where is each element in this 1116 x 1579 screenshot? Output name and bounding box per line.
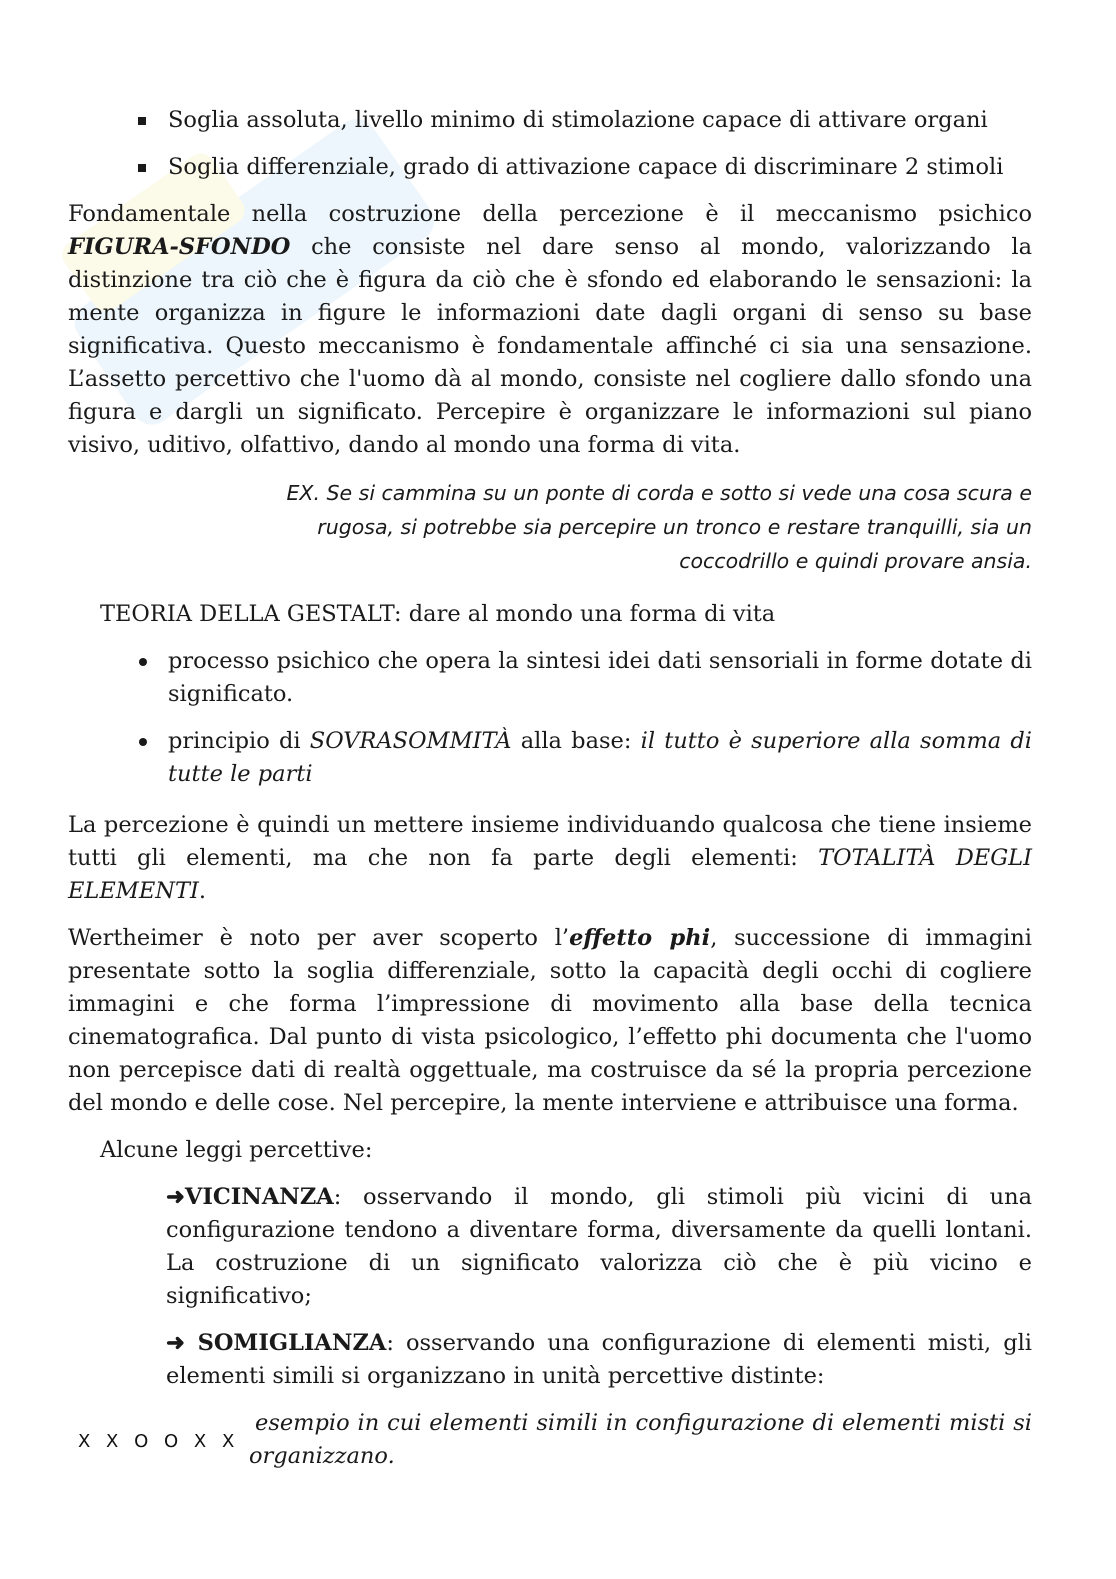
gestalt-heading: TEORIA DELLA GESTALT: dare al mondo una forma di vita (100, 601, 776, 627)
list-item: principio di SOVRASOMMITÀ alla base: il tutto è superiore alla somma di tutte le parti (68, 725, 1032, 791)
xo-pattern: X X O O X X (78, 1431, 240, 1452)
paragraph-totalita: La percezione è quindi un mettere insieme individuando qualcosa che tiene insieme tutti gli elementi, ma che non fa parte degli elementi: TOTALITÀ DEGLI ELEMENTI. (68, 812, 1032, 904)
gestalt-list (68, 645, 1032, 791)
list-item: Soglia differenziale, grado di attivazione capace di discriminare 2 stimoli (68, 151, 1032, 184)
laws-intro: Alcune leggi percettive: (100, 1137, 373, 1163)
similarity-example (68, 1407, 1032, 1477)
law-vicinanza: ➜VICINANZA: osservando il mondo, gli stimoli più vicini di una configurazione tendono a diventare forma, diversamente da quelli lontani. La costruzione di un significato valorizza ciò che è più vicino e significativo; (166, 1184, 1032, 1309)
gestalt-title: TEORIA DELLA GESTALT (100, 601, 395, 627)
term-figura-sfondo: FIGURA-SFONDO (68, 234, 291, 260)
document-page (68, 104, 1032, 1477)
threshold-list (68, 104, 1032, 184)
list-item: Soglia assoluta, livello minimo di stimolazione capace di attivare organi (68, 104, 1032, 137)
arrow-icon: ➜ (166, 1184, 185, 1210)
similarity-example-text: esempio in cui elementi simili in configurazione di elementi misti si organizzano. (249, 1410, 1032, 1469)
paragraph-figura-sfondo: Fondamentale nella costruzione della percezione è il meccanismo psichico FIGURA-SFONDO che consiste nel dare senso al mondo, valorizzando la distinzione tra ciò che è figura da ciò che è sfondo ed elaborando le sensazioni: la mente organizza in figure le informazioni date dagli organi di senso su base significativa. Questo meccanismo è fondamentale affinché ci sia una sensazione. L’assetto percettivo che l'uomo dà al mondo, consiste nel cogliere dallo sfondo una figura e dargli un significato. Percepire è organizzare le informazioni sul piano visivo, uditivo, olfattivo, dando al mondo una forma di vita. (68, 201, 1032, 458)
example-quote: EX. Se si cammina su un ponte di corda e sotto si vede una cosa scura e rugosa, si potrebbe sia percepire un tronco e restare tranquilli, sia un coccodrillo e quindi provare ansia. (286, 481, 1032, 573)
paragraph-wertheimer: Wertheimer è noto per aver scoperto l’effetto phi, successione di immagini presentate sotto la soglia differenziale, sotto la capacità degli occhi di cogliere immagini e che forma l’impressione di movimento alla base della tecnica cinematografica. Dal punto di vista psicologico, l’effetto phi documenta che l'uomo non percepisce dati di realtà oggettuale, ma costruisce da sé la propria percezione del mondo e delle cose. Nel percepire, la mente interviene e attribuisce una forma. (68, 925, 1032, 1116)
law-somiglianza: ➜ SOMIGLIANZA: osservando una configurazione di elementi misti, gli elementi simili si organizzano in unità percettive distinte: (166, 1330, 1032, 1389)
list-item: processo psichico che opera la sintesi idei dati sensoriali in forme dotate di significato. (68, 645, 1032, 711)
arrow-icon: ➜ (166, 1330, 185, 1356)
